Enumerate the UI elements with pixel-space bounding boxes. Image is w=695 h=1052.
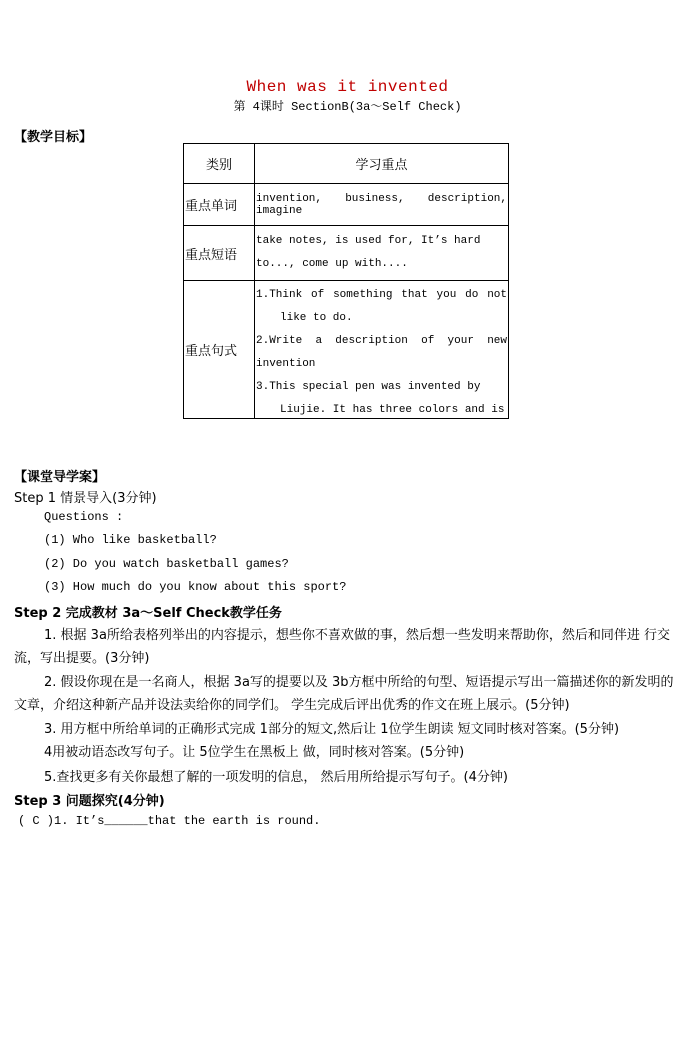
table-row-content xyxy=(255,226,509,281)
table-row-content xyxy=(255,281,509,419)
document-title: When was it invented xyxy=(246,78,449,96)
classroom-guide-heading: 【课堂导学案】 xyxy=(14,470,106,485)
teaching-goals-table xyxy=(183,143,509,419)
step2-item: 4用被动语态改写句子。让 5位学生在黑板上 做，同时核对答案。(5分钟) xyxy=(44,745,465,760)
content-line: 2.Write a description of your new xyxy=(256,334,507,347)
question-item: (2) Do you watch basketball games? xyxy=(44,557,289,571)
content-line: take notes, is used for, It’s hard xyxy=(256,235,481,247)
step2-item: 5.查找更多有关你最想了解的一项发明的信息， 然后用所给提示写句子。(4分钟) xyxy=(44,770,508,785)
content-line: Liujie. It has three colors and is xyxy=(280,403,505,416)
content-line: invention, business, description, xyxy=(256,192,507,205)
table-row xyxy=(184,184,509,226)
content-line: imagine xyxy=(256,204,303,217)
step2-item: 3. 用方框中所给单词的正确形式完成 1部分的短文,然后让 1位学生朗读 短文同时核对答案。(5分钟) xyxy=(44,722,620,737)
question-item: (3) How much do you know about this sport? xyxy=(44,580,347,594)
table-row xyxy=(184,281,509,419)
document-subtitle: 第 4课时 SectionB(3a～Self Check) xyxy=(233,100,462,114)
table-row-category: 重点句式 xyxy=(184,281,255,419)
content-line: like to do. xyxy=(280,311,353,324)
content-line: 1.Think of something that you do not xyxy=(256,288,507,301)
step3-item: ( C )1. It’s______that the earth is round. xyxy=(18,814,321,828)
table-header-focus: 学习重点 xyxy=(255,144,509,184)
table-row-category: 重点短语 xyxy=(184,226,255,281)
table-header-category: 类别 xyxy=(184,144,255,184)
teaching-goals-heading: 【教学目标】 xyxy=(14,130,93,145)
table-row-content xyxy=(255,184,509,226)
table-header-row xyxy=(184,144,509,184)
step1-title: Step 1 情景导入(3分钟) xyxy=(14,491,157,506)
content-line: to..., come up with.... xyxy=(256,258,408,270)
step2-title: Step 2 完成教材 3a～Self Check教学任务 xyxy=(14,606,282,621)
question-item: (1) Who like basketball? xyxy=(44,533,217,547)
step2-item: 2. 假设你现在是一名商人，根据 3a写的提要以及 3b方框中所给的句型、短语提示写出一篇描述你的新发明的文章，介绍这种新产品并设法卖给你的同学们。 学生完成后评出优秀的作文在班上展示。(5分钟) xyxy=(14,675,674,713)
questions-label: Questions : xyxy=(44,510,124,524)
step2-item: 1. 根据 3a所给表格列举出的内容提示，想些你不喜欢做的事，然后想一些发明来帮助你，然后和同伴进 行交流，写出提要。(3分钟) xyxy=(14,628,671,666)
step3-title: Step 3 问题探究(4分钟) xyxy=(14,794,165,809)
table-row xyxy=(184,226,509,281)
content-line: invention xyxy=(256,357,316,370)
table-row-category: 重点单词 xyxy=(184,184,255,226)
content-line: 3.This special pen was invented by xyxy=(256,380,481,393)
